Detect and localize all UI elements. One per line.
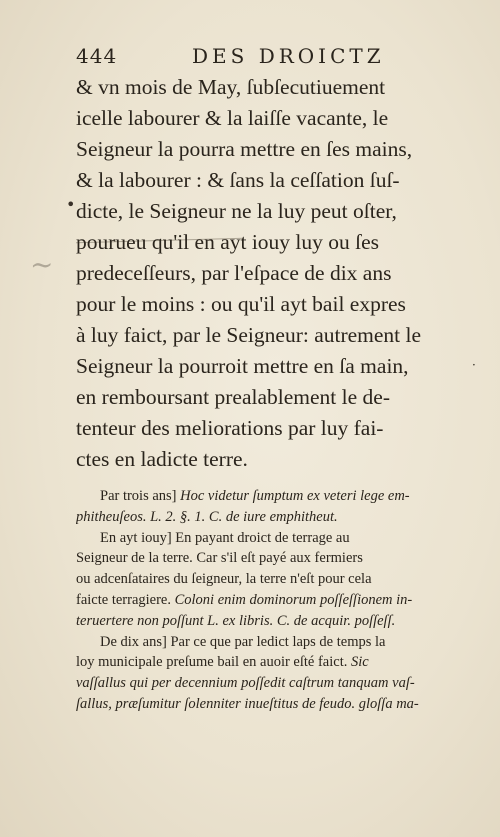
text-line: en remboursant prealablement le de- <box>76 385 390 409</box>
text-line: & vn mois de May, ſubſecutiuement <box>76 75 386 99</box>
footnotes <box>76 486 468 715</box>
note-line: De dix ans] Par ce que par ledict laps de temps la <box>100 633 386 650</box>
text-line: dicte, le Seigneur ne la luy peut oſter, <box>76 199 397 223</box>
note-line: Par trois ans] Hoc videtur ſumptum ex veteri lege em- <box>100 488 410 504</box>
text-line: à luy faict, par le Seigneur: autrement le <box>76 323 422 347</box>
margin-mark: · <box>472 358 476 372</box>
text-line: icelle labourer & la laiſſe vacante, le <box>76 106 389 130</box>
note-line: teruertere non poſſunt L. ex libris. C. de acquir. poſſeſſ. <box>76 612 396 629</box>
running-title: DES DROICTZ <box>192 44 385 68</box>
page-header <box>76 44 456 70</box>
text-line: Seigneur la pourra mettre en ſes mains, <box>76 137 413 161</box>
margin-mark: • <box>66 195 76 214</box>
note-line: ſallus, præſumitur ſolenniter inueſtitus de feudo. gloſſa ma- <box>76 695 419 712</box>
note-line: Seigneur de la terre. Car s'il eſt payé aux fermiers <box>76 550 363 567</box>
page-number: 444 <box>76 44 118 68</box>
text-line: tenteur des meliorations par luy fai- <box>76 416 384 440</box>
text-line: & la labourer : & ſans la ceſſation ſuſ- <box>76 168 400 192</box>
main-text <box>76 72 468 475</box>
margin-ink-mark: ~ <box>30 248 54 281</box>
text-line: predeceſſeurs, par l'eſpace de dix ans <box>76 261 392 285</box>
note-line: ou adcenſataires du ſeigneur, la terre n'eſt pour cela <box>76 571 372 588</box>
text-line: pour le moins : ou qu'il ayt bail expres <box>76 292 406 316</box>
note-line: phitheuſeos. L. 2. §. 1. C. de iure emphitheut. <box>76 508 338 525</box>
text-line: pourueu qu'il en ayt iouy luy ou ſes <box>76 230 380 254</box>
note-line: faicte terragiere. Coloni enim dominorum poſſeſſionem in- <box>76 591 413 608</box>
note-line: vaſſallus qui per decennium poſſedit caſtrum tanquam vaſ- <box>76 675 415 692</box>
text-line: ctes en ladicte terre. <box>76 447 248 471</box>
text-line: Seigneur la pourroit mettre en ſa main, <box>76 354 409 378</box>
note-line: loy municipale preſume bail en auoir eſté faict. Sic <box>76 654 369 671</box>
note-line: En ayt iouy] En payant droict de terrage au <box>100 529 350 546</box>
